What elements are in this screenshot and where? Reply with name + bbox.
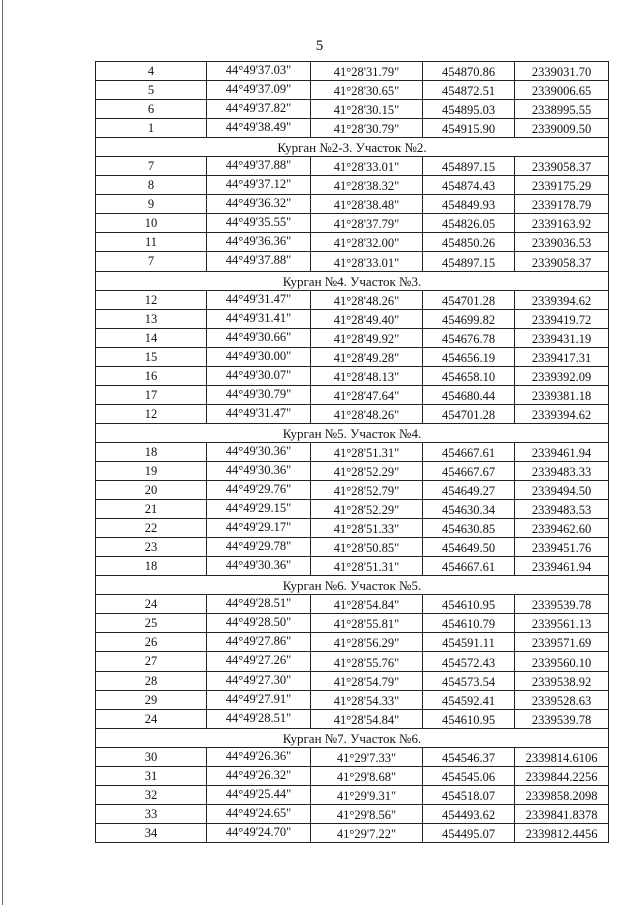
x-coordinate-cell: 454895.03 [423, 100, 515, 119]
x-coordinate-cell: 454656.19 [423, 347, 515, 366]
y-coordinate-cell: 2339381.18 [515, 385, 609, 404]
table-row [96, 119, 609, 138]
table-row [96, 671, 609, 690]
longitude-cell: 41°28'48.26" [311, 290, 423, 309]
latitude-cell: 44°49'30.79" [207, 385, 311, 404]
longitude-cell: 41°28'49.28" [311, 347, 423, 366]
y-coordinate-cell: 2339009.50 [515, 119, 609, 138]
coordinates-table-wrapper [95, 61, 608, 843]
y-coordinate-cell: 2339538.92 [515, 671, 609, 690]
latitude-cell: 44°49'30.00" [207, 347, 311, 366]
table-row [96, 100, 609, 119]
x-coordinate-cell: 454667.61 [423, 442, 515, 461]
point-number-cell: 18 [96, 557, 207, 576]
longitude-cell: 41°28'48.13" [311, 366, 423, 385]
y-coordinate-cell: 2339844.2256 [515, 766, 609, 785]
y-coordinate-cell: 2339431.19 [515, 328, 609, 347]
table-row [96, 195, 609, 214]
table-row [96, 309, 609, 328]
longitude-cell: 41°28'52.29" [311, 500, 423, 519]
y-coordinate-cell: 2339417.31 [515, 347, 609, 366]
latitude-cell: 44°49'28.50" [207, 614, 311, 633]
scan-edge-line [2, 0, 3, 905]
x-coordinate-cell: 454667.67 [423, 461, 515, 480]
y-coordinate-cell: 2339058.37 [515, 252, 609, 271]
point-number-cell: 10 [96, 214, 207, 233]
longitude-cell: 41°28'48.26" [311, 404, 423, 423]
latitude-cell: 44°49'37.03" [207, 62, 311, 81]
point-number-cell: 19 [96, 461, 207, 480]
point-number-cell: 30 [96, 747, 207, 766]
y-coordinate-cell: 2339539.78 [515, 709, 609, 728]
point-number-cell: 12 [96, 290, 207, 309]
y-coordinate-cell: 2339036.53 [515, 233, 609, 252]
x-coordinate-cell: 454630.34 [423, 500, 515, 519]
x-coordinate-cell: 454849.93 [423, 195, 515, 214]
longitude-cell: 41°28'38.32" [311, 176, 423, 195]
latitude-cell: 44°49'37.88" [207, 157, 311, 176]
table-row [96, 290, 609, 309]
latitude-cell: 44°49'24.70" [207, 823, 311, 842]
latitude-cell: 44°49'30.07" [207, 366, 311, 385]
x-coordinate-cell: 454518.07 [423, 785, 515, 804]
table-row [96, 614, 609, 633]
latitude-cell: 44°49'30.36" [207, 557, 311, 576]
latitude-cell: 44°49'27.26" [207, 652, 311, 671]
section-header-row [96, 271, 609, 290]
x-coordinate-cell: 454874.43 [423, 176, 515, 195]
table-row [96, 557, 609, 576]
y-coordinate-cell: 2339175.29 [515, 176, 609, 195]
latitude-cell: 44°49'37.82" [207, 100, 311, 119]
longitude-cell: 41°28'54.84" [311, 709, 423, 728]
point-number-cell: 29 [96, 690, 207, 709]
point-number-cell: 16 [96, 366, 207, 385]
x-coordinate-cell: 454897.15 [423, 252, 515, 271]
latitude-cell: 44°49'29.76" [207, 481, 311, 500]
table-row [96, 500, 609, 519]
y-coordinate-cell: 2339461.94 [515, 557, 609, 576]
x-coordinate-cell: 454592.41 [423, 690, 515, 709]
longitude-cell: 41°28'52.29" [311, 461, 423, 480]
y-coordinate-cell: 2339394.62 [515, 290, 609, 309]
latitude-cell: 44°49'31.41" [207, 309, 311, 328]
section-title: Курган №2-3. Участок №2. [96, 138, 609, 157]
table-row [96, 328, 609, 347]
longitude-cell: 41°29'7.33" [311, 747, 423, 766]
longitude-cell: 41°28'31.79" [311, 62, 423, 81]
x-coordinate-cell: 454610.79 [423, 614, 515, 633]
longitude-cell: 41°28'47.64" [311, 385, 423, 404]
latitude-cell: 44°49'28.51" [207, 595, 311, 614]
latitude-cell: 44°49'35.55" [207, 214, 311, 233]
longitude-cell: 41°28'30.79" [311, 119, 423, 138]
longitude-cell: 41°28'30.15" [311, 100, 423, 119]
point-number-cell: 17 [96, 385, 207, 404]
table-row [96, 481, 609, 500]
latitude-cell: 44°49'36.36" [207, 233, 311, 252]
x-coordinate-cell: 454850.26 [423, 233, 515, 252]
latitude-cell: 44°49'31.47" [207, 290, 311, 309]
x-coordinate-cell: 454658.10 [423, 366, 515, 385]
y-coordinate-cell: 2339571.69 [515, 633, 609, 652]
longitude-cell: 41°28'52.79" [311, 481, 423, 500]
point-number-cell: 8 [96, 176, 207, 195]
table-row [96, 233, 609, 252]
table-row [96, 595, 609, 614]
point-number-cell: 23 [96, 538, 207, 557]
table-row [96, 538, 609, 557]
section-title: Курган №5. Участок №4. [96, 423, 609, 442]
x-coordinate-cell: 454591.11 [423, 633, 515, 652]
longitude-cell: 41°28'49.92" [311, 328, 423, 347]
y-coordinate-cell: 2339539.78 [515, 595, 609, 614]
section-header-row [96, 576, 609, 595]
latitude-cell: 44°49'27.86" [207, 633, 311, 652]
table-row [96, 747, 609, 766]
y-coordinate-cell: 2339814.6106 [515, 747, 609, 766]
latitude-cell: 44°49'37.09" [207, 81, 311, 100]
y-coordinate-cell: 2339561.13 [515, 614, 609, 633]
table-row [96, 804, 609, 823]
longitude-cell: 41°28'56.29" [311, 633, 423, 652]
y-coordinate-cell: 2339451.76 [515, 538, 609, 557]
longitude-cell: 41°28'51.31" [311, 442, 423, 461]
table-row [96, 633, 609, 652]
x-coordinate-cell: 454701.28 [423, 290, 515, 309]
table-row [96, 404, 609, 423]
point-number-cell: 7 [96, 252, 207, 271]
longitude-cell: 41°28'51.33" [311, 519, 423, 538]
table-row [96, 652, 609, 671]
longitude-cell: 41°29'7.22" [311, 823, 423, 842]
point-number-cell: 6 [96, 100, 207, 119]
y-coordinate-cell: 2339483.33 [515, 461, 609, 480]
latitude-cell: 44°49'37.88" [207, 252, 311, 271]
x-coordinate-cell: 454676.78 [423, 328, 515, 347]
y-coordinate-cell: 2339462.60 [515, 519, 609, 538]
table-row [96, 690, 609, 709]
table-row [96, 785, 609, 804]
point-number-cell: 13 [96, 309, 207, 328]
coordinates-table-body [96, 62, 609, 843]
page-number: 5 [315, 38, 324, 54]
latitude-cell: 44°49'27.91" [207, 690, 311, 709]
point-number-cell: 11 [96, 233, 207, 252]
table-row [96, 461, 609, 480]
longitude-cell: 41°28'50.85" [311, 538, 423, 557]
point-number-cell: 15 [96, 347, 207, 366]
point-number-cell: 32 [96, 785, 207, 804]
table-row [96, 766, 609, 785]
y-coordinate-cell: 2339858.2098 [515, 785, 609, 804]
point-number-cell: 34 [96, 823, 207, 842]
x-coordinate-cell: 454493.62 [423, 804, 515, 823]
point-number-cell: 7 [96, 157, 207, 176]
latitude-cell: 44°49'26.32" [207, 766, 311, 785]
y-coordinate-cell: 2339528.63 [515, 690, 609, 709]
x-coordinate-cell: 454667.61 [423, 557, 515, 576]
x-coordinate-cell: 454573.54 [423, 671, 515, 690]
y-coordinate-cell: 2338995.55 [515, 100, 609, 119]
y-coordinate-cell: 2339812.4456 [515, 823, 609, 842]
point-number-cell: 28 [96, 671, 207, 690]
point-number-cell: 27 [96, 652, 207, 671]
longitude-cell: 41°29'8.68" [311, 766, 423, 785]
point-number-cell: 24 [96, 595, 207, 614]
longitude-cell: 41°28'33.01" [311, 252, 423, 271]
longitude-cell: 41°28'38.48" [311, 195, 423, 214]
section-header-row [96, 423, 609, 442]
point-number-cell: 9 [96, 195, 207, 214]
section-title: Курган №7. Участок №6. [96, 728, 609, 747]
latitude-cell: 44°49'31.47" [207, 404, 311, 423]
latitude-cell: 44°49'28.51" [207, 709, 311, 728]
y-coordinate-cell: 2339392.09 [515, 366, 609, 385]
x-coordinate-cell: 454699.82 [423, 309, 515, 328]
x-coordinate-cell: 454610.95 [423, 595, 515, 614]
point-number-cell: 21 [96, 500, 207, 519]
x-coordinate-cell: 454872.51 [423, 81, 515, 100]
table-row [96, 252, 609, 271]
x-coordinate-cell: 454630.85 [423, 519, 515, 538]
latitude-cell: 44°49'25.44" [207, 785, 311, 804]
point-number-cell: 22 [96, 519, 207, 538]
coordinates-table [95, 61, 609, 843]
point-number-cell: 1 [96, 119, 207, 138]
latitude-cell: 44°49'36.32" [207, 195, 311, 214]
y-coordinate-cell: 2339058.37 [515, 157, 609, 176]
x-coordinate-cell: 454870.86 [423, 62, 515, 81]
section-title: Курган №6. Участок №5. [96, 576, 609, 595]
table-row [96, 709, 609, 728]
latitude-cell: 44°49'37.12" [207, 176, 311, 195]
point-number-cell: 4 [96, 62, 207, 81]
y-coordinate-cell: 2339494.50 [515, 481, 609, 500]
point-number-cell: 12 [96, 404, 207, 423]
y-coordinate-cell: 2339006.65 [515, 81, 609, 100]
x-coordinate-cell: 454915.90 [423, 119, 515, 138]
longitude-cell: 41°29'9.31" [311, 785, 423, 804]
longitude-cell: 41°28'37.79" [311, 214, 423, 233]
table-row [96, 366, 609, 385]
table-row [96, 823, 609, 842]
point-number-cell: 14 [96, 328, 207, 347]
table-row [96, 442, 609, 461]
x-coordinate-cell: 454680.44 [423, 385, 515, 404]
point-number-cell: 26 [96, 633, 207, 652]
latitude-cell: 44°49'24.65" [207, 804, 311, 823]
table-row [96, 214, 609, 233]
latitude-cell: 44°49'30.36" [207, 442, 311, 461]
latitude-cell: 44°49'27.30" [207, 671, 311, 690]
y-coordinate-cell: 2339394.62 [515, 404, 609, 423]
longitude-cell: 41°28'32.00" [311, 233, 423, 252]
longitude-cell: 41°28'54.33" [311, 690, 423, 709]
table-row [96, 62, 609, 81]
point-number-cell: 20 [96, 481, 207, 500]
x-coordinate-cell: 454572.43 [423, 652, 515, 671]
y-coordinate-cell: 2339163.92 [515, 214, 609, 233]
table-row [96, 519, 609, 538]
x-coordinate-cell: 454826.05 [423, 214, 515, 233]
y-coordinate-cell: 2339483.53 [515, 500, 609, 519]
longitude-cell: 41°28'33.01" [311, 157, 423, 176]
table-row [96, 81, 609, 100]
longitude-cell: 41°28'55.76" [311, 652, 423, 671]
table-row [96, 347, 609, 366]
table-row [96, 176, 609, 195]
longitude-cell: 41°28'54.84" [311, 595, 423, 614]
x-coordinate-cell: 454545.06 [423, 766, 515, 785]
y-coordinate-cell: 2339461.94 [515, 442, 609, 461]
section-title: Курган №4. Участок №3. [96, 271, 609, 290]
x-coordinate-cell: 454546.37 [423, 747, 515, 766]
longitude-cell: 41°28'55.81" [311, 614, 423, 633]
latitude-cell: 44°49'29.78" [207, 538, 311, 557]
point-number-cell: 33 [96, 804, 207, 823]
y-coordinate-cell: 2339560.10 [515, 652, 609, 671]
point-number-cell: 25 [96, 614, 207, 633]
longitude-cell: 41°29'8.56" [311, 804, 423, 823]
longitude-cell: 41°28'54.79" [311, 671, 423, 690]
longitude-cell: 41°28'51.31" [311, 557, 423, 576]
y-coordinate-cell: 2339419.72 [515, 309, 609, 328]
y-coordinate-cell: 2339031.70 [515, 62, 609, 81]
longitude-cell: 41°28'30.65" [311, 81, 423, 100]
section-header-row [96, 138, 609, 157]
x-coordinate-cell: 454897.15 [423, 157, 515, 176]
y-coordinate-cell: 2339178.79 [515, 195, 609, 214]
x-coordinate-cell: 454649.27 [423, 481, 515, 500]
x-coordinate-cell: 454610.95 [423, 709, 515, 728]
longitude-cell: 41°28'49.40" [311, 309, 423, 328]
point-number-cell: 18 [96, 442, 207, 461]
latitude-cell: 44°49'29.17" [207, 519, 311, 538]
point-number-cell: 31 [96, 766, 207, 785]
latitude-cell: 44°49'30.36" [207, 461, 311, 480]
table-row [96, 385, 609, 404]
latitude-cell: 44°49'29.15" [207, 500, 311, 519]
section-header-row [96, 728, 609, 747]
point-number-cell: 5 [96, 81, 207, 100]
latitude-cell: 44°49'30.66" [207, 328, 311, 347]
table-row [96, 157, 609, 176]
y-coordinate-cell: 2339841.8378 [515, 804, 609, 823]
x-coordinate-cell: 454701.28 [423, 404, 515, 423]
x-coordinate-cell: 454495.07 [423, 823, 515, 842]
x-coordinate-cell: 454649.50 [423, 538, 515, 557]
latitude-cell: 44°49'38.49" [207, 119, 311, 138]
latitude-cell: 44°49'26.36" [207, 747, 311, 766]
point-number-cell: 24 [96, 709, 207, 728]
